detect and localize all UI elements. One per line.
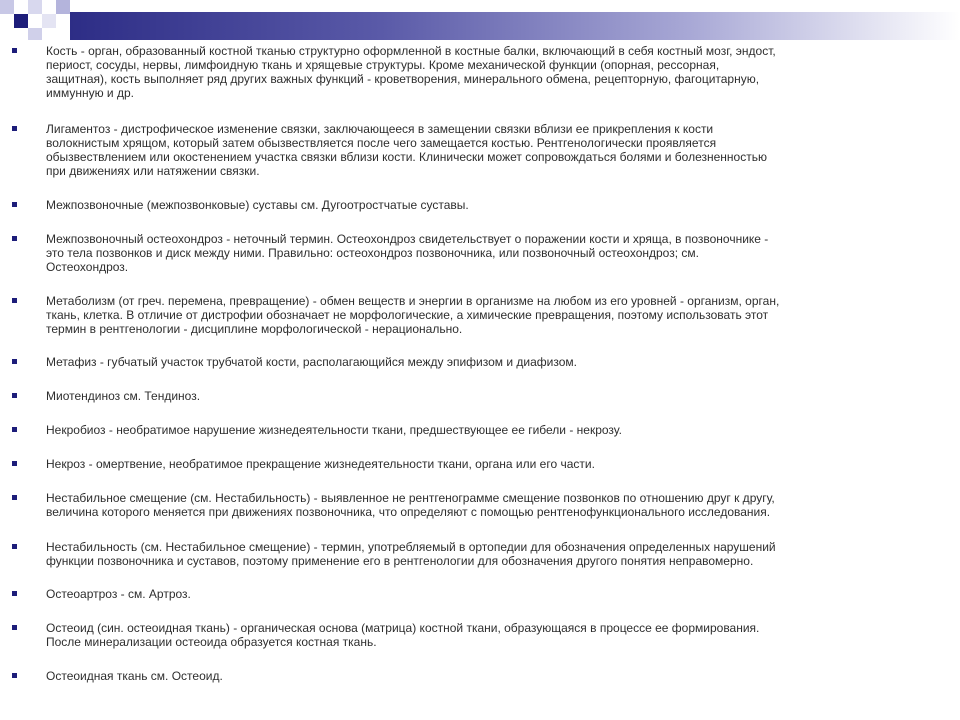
bullet-icon — [12, 126, 17, 131]
entry-text: Межпозвоночные (межпозвонковые) суставы см. Дугоотростчатые суставы. — [46, 198, 469, 212]
bullet-icon — [12, 236, 17, 241]
entry-text: Метафиз - губчатый участок трубчатой кости, располагающийся между эпифизом и диафизом. — [46, 355, 577, 369]
bullet-icon — [12, 427, 17, 432]
entry-text: Межпозвоночный остеохондроз - неточный термин. Остеохондроз свидетельствует о поражении кости и хряща, в позвоночнике - это тела позвонков и диск между ними. Правильно: остеохондроз позвоночника, или позвоночный остеохондроз; см. Остеохондроз. — [46, 232, 769, 274]
entry-text: Лигаментоз - дистрофическое изменение связки, заключающееся в замещении связки вблизи ее прикрепления к кости волокнистым хрящом, который затем обызвествляется после чего замещается костью. Рентгенологически проявляется обызвествлением или окостенением участка связки вблизи кости. Клинически может сопровождаться болями и болезненностью при движениях или натяжении связки. — [46, 122, 767, 178]
entry-text: Миотендиноз см. Тендиноз. — [46, 389, 201, 403]
bullet-icon — [12, 673, 17, 678]
bullet-icon — [12, 495, 17, 500]
entry-text: Остеоартроз - см. Артроз. — [46, 587, 191, 601]
bullet-icon — [12, 544, 17, 549]
bullet-icon — [12, 461, 17, 466]
entry-text: Некроз - омертвение, необратимое прекращение жизнедеятельности ткани, органа или его части. — [46, 457, 595, 471]
bullet-icon — [12, 359, 17, 364]
bullet-icon — [12, 393, 17, 398]
bullet-icon — [12, 48, 17, 53]
entry-text: Остеоидная ткань см. Остеоид. — [46, 669, 223, 683]
entry-text: Некробиоз - необратимое нарушение жизнедеятельности ткани, предшествующее ее гибели - некрозу. — [46, 423, 622, 437]
entry-text: Нестабильное смещение (см. Нестабильность) - выявленное не рентгенограмме смещение позвонков по отношению друг к другу, величина которого меняется при движениях позвоночника, что определяют с помощью рентгенофункционального исследования. — [46, 491, 775, 519]
bullet-icon — [12, 591, 17, 596]
bullet-icon — [12, 625, 17, 630]
entry-text: Нестабильность (см. Нестабильное смещение) - термин, употребляемый в ортопедии для обозначения определенных нарушений функции позвоночника и суставов, поэтому применение его в рентгенологии для обозначения другого понятия неправомерно. — [46, 540, 776, 568]
bullet-icon — [12, 202, 17, 207]
entry-text: Метаболизм (от греч. перемена, превращение) - обмен веществ и энергии в организме на любом из его уровней - организм, орган, ткань, клетка. В отличие от дистрофии обозначает не морфологические, а химические превращения, поэтому использовать этот термин в рентгенологии - дисциплине морфологической - нерационально. — [46, 294, 780, 336]
entry-text: Кость - орган, образованный костной тканью структурно оформленной в костные балки, включающий в себя костный мозг, эндост, периост, сосуды, нервы, лимфоидную ткань и хрящевые структуры. Кроме механической функции (опорная, рессорная, защитная), кость выполняет ряд других важных функций - кроветворения, минерального обмена, рецепторную, фагоцитарную, иммунную и др. — [46, 44, 776, 100]
entry-text: Остеоид (син. остеоидная ткань) - органическая основа (матрица) костной ткани, образующаяся в процессе ее формирования. После минерализации остеоида образуется костная ткань. — [46, 621, 760, 649]
bullet-icon — [12, 298, 17, 303]
